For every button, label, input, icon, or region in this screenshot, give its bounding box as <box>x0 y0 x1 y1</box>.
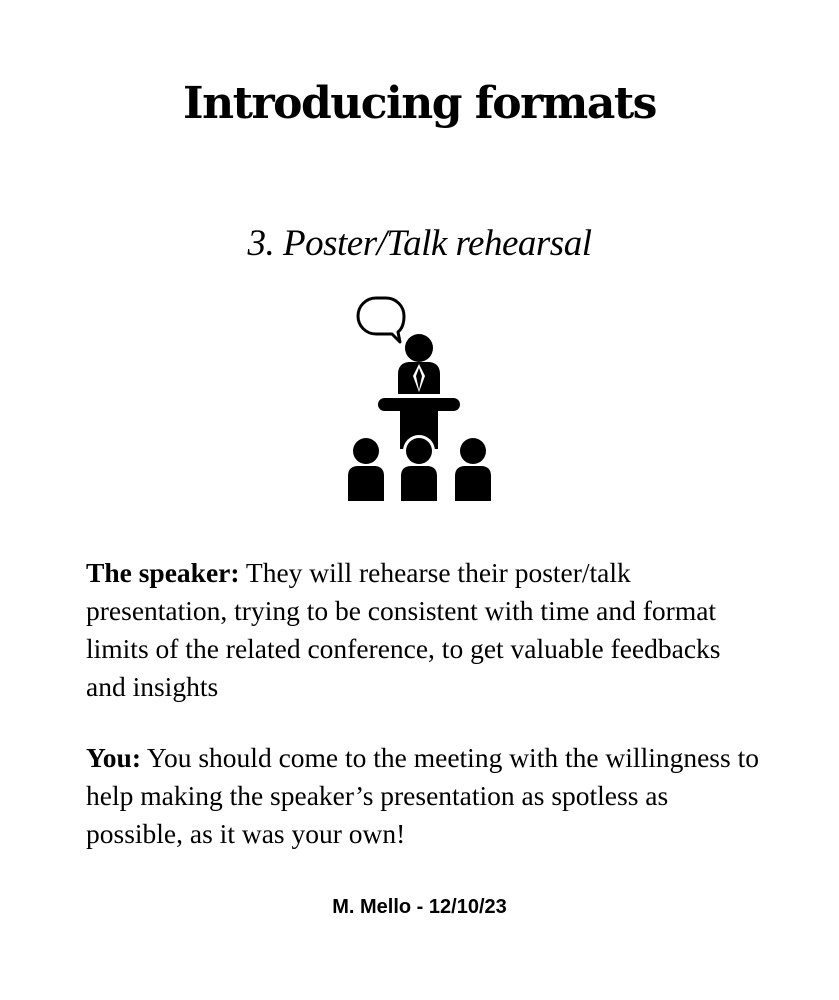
you-label: You: <box>86 742 142 773</box>
speaker-description: They will rehearse their poster/talk presentation, trying to be consistent with time and format limits of the related conference, to get valuable feedbacks and insights <box>86 557 721 702</box>
format-subtitle: 3. Poster/Talk rehearsal <box>247 223 592 264</box>
presentation-speaker-audience-icon <box>340 296 500 506</box>
speech-bubble-icon <box>358 298 404 342</box>
speaker-label: The speaker: <box>86 557 240 588</box>
audience-member-left-icon <box>348 438 384 501</box>
you-paragraph <box>86 739 766 853</box>
footer-author-date: M. Mello - 12/10/23 <box>332 896 507 918</box>
audience-member-right-icon <box>455 438 491 501</box>
speaker-paragraph <box>86 554 766 706</box>
page-title: Introducing formats <box>183 78 656 129</box>
speaker-figure-icon <box>398 334 440 394</box>
audience-member-center-icon <box>401 435 437 501</box>
you-description: You should come to the meeting with the willingness to help making the speaker’s presentation as spotless as possible, as it was your own! <box>86 742 759 849</box>
